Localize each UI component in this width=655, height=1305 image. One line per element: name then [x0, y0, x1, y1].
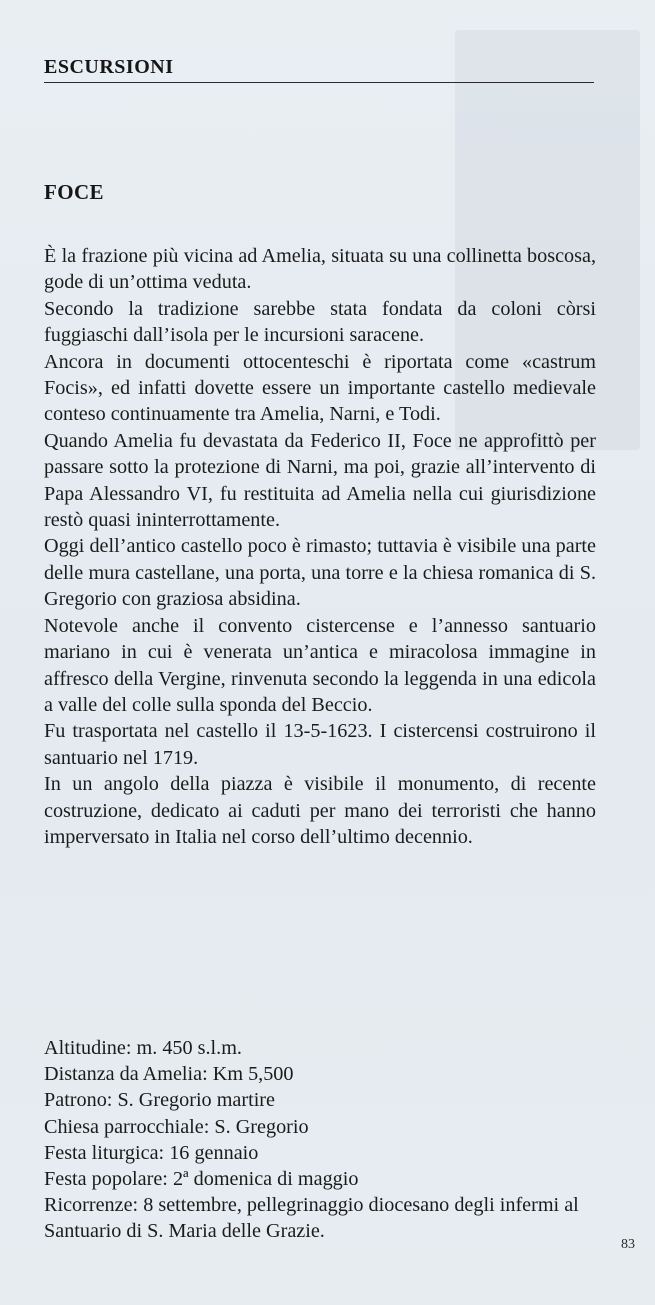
paragraph-monument: In un angolo della piazza è visibile il monumento, di recente costruzione, dedicato ai caduti per mano dei terroristi che hanno imperversato in Italia nel corso dell’ultimo decennio.	[44, 773, 596, 848]
paragraph-convent: Notevole anche il convento cistercense e l’annesso santuario mariano in cui è venerata un’antica e miracolosa immagine in affresco della Vergine, rinvenuta secondo la leggenda in una edicola a valle del colle sulla sponda del Beccio.	[44, 614, 596, 716]
paragraph-transport: Fu trasportata nel castello il 13-5-1623. I cistercensi costruirono il santuario nel 1719.	[44, 720, 596, 769]
fact-liturgical-feast: Festa liturgica: 16 gennaio	[44, 1141, 259, 1164]
fact-popular-feast: Festa popolare: 2ª domenica di maggio	[44, 1168, 359, 1191]
article-body	[44, 243, 596, 850]
page-number: 83	[621, 1237, 635, 1252]
fact-altitude: Altitudine: m. 450 s.l.m.	[44, 1037, 242, 1059]
fact-church: Chiesa parrocchiale: S. Gregorio	[44, 1115, 309, 1138]
fact-recurrences: Ricorrenze: 8 settembre, pellegrinaggio diocesano degli infermi al Santuario di S. Maria delle Grazie.	[44, 1194, 579, 1243]
article-title: FOCE	[44, 180, 104, 204]
paragraph-tradition: Secondo la tradizione sarebbe stata fondata da coloni còrsi fuggiaschi dall’isola per le incursioni saracene.	[44, 297, 596, 347]
fact-patron: Patrono: S. Gregorio martire	[44, 1089, 275, 1112]
section-title: ESCURSIONI	[44, 56, 174, 78]
paragraph-history: Quando Amelia fu devastata da Federico II, Foce ne approfittò per passare sotto la protezione di Narni, ma poi, grazie all’intervento di Papa Alessandro VI, fu restituita ad Amelia nella cui giurisdizione restò quasi ininterrottamente.	[44, 429, 596, 532]
fact-distance: Distanza da Amelia: Km 5,500	[44, 1063, 294, 1086]
section-header	[44, 52, 594, 83]
paragraph-castrum: Ancora in documenti ottocenteschi è riportata come «castrum Focis», ed infatti dovette essere un importante castello medievale conteso continuamente tra Amelia, Narni, e Todi.	[44, 350, 596, 426]
facts-list	[44, 1035, 600, 1245]
paragraph-castle: Oggi dell’antico castello poco è rimasto; tuttavia è visibile una parte delle mura castellane, una porta, una torre e la chiesa romanica di S. Gregorio con graziosa absidina.	[44, 535, 596, 611]
paragraph-location: È la frazione più vicina ad Amelia, situata su una collinetta boscosa, gode di un’ottima veduta.	[44, 245, 596, 294]
